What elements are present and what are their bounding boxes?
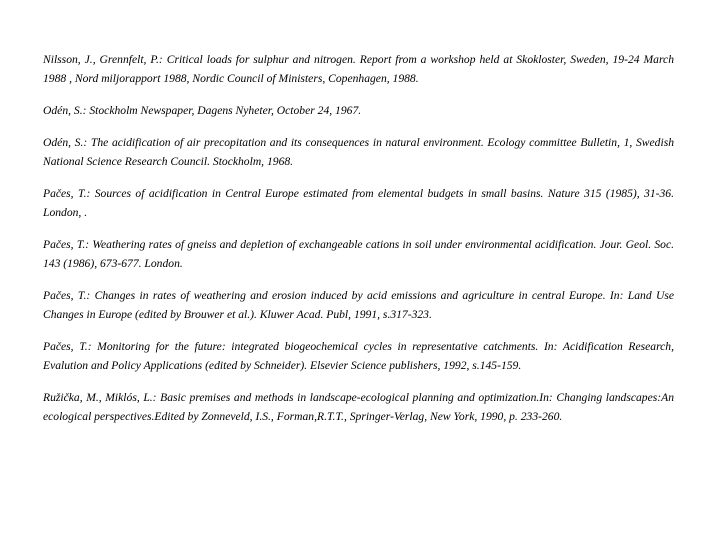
reference-entry: Pačes, T.: Weathering rates of gneiss and depletion of exchangeable cations in soil under environmental acidification. Jour. Geol. Soc. 143 (1986), 673-677. London. [43,238,674,270]
reference-entry: Pačes, T.: Changes in rates of weathering and erosion induced by acid emissions and agriculture in central Europe. In: Land Use Changes in Europe (edited by Brouwer et al.). Kluwer Acad. Publ, 1991, s.317-323. [43,289,674,321]
reference-entry: Pačes, T.: Sources of acidification in Central Europe estimated from elemental budgets in small basins. Nature 315 (1985), 31-36. London, . [43,187,674,219]
reference-list [43,50,674,426]
reference-entry: Nilsson, J., Grennfelt, P.: Critical loads for sulphur and nitrogen. Report from a workshop held at Skokloster, Sweden, 19-24 March 1988 , Nord miljorapport 1988, Nordic Council of Ministers, Copenhagen, 1988. [43,53,674,85]
reference-entry: Ružička, M., Miklós, L.: Basic premises and methods in landscape-ecological planning and optimization.In: Changing landscapes:An ecological perspectives.Edited by Zonneveld, I.S., Forman,R.T.T., Springer-Verlag, New York, 1990, p. 233-260. [43,391,674,423]
reference-entry: Odén, S.: The acidification of air precopitation and its consequences in natural environment. Ecology committee Bulletin, 1, Swedish National Science Research Council. Stockholm, 1968. [43,136,674,168]
reference-entry: Odén, S.: Stockholm Newspaper, Dagens Nyheter, October 24, 1967. [43,104,362,117]
reference-entry: Pačes, T.: Monitoring for the future: integrated biogeochemical cycles in representative catchments. In: Acidification Research, Evalution and Policy Applications (edited by Schneider). Elsevier Science publishers, 1992, s.145-159. [43,340,674,372]
